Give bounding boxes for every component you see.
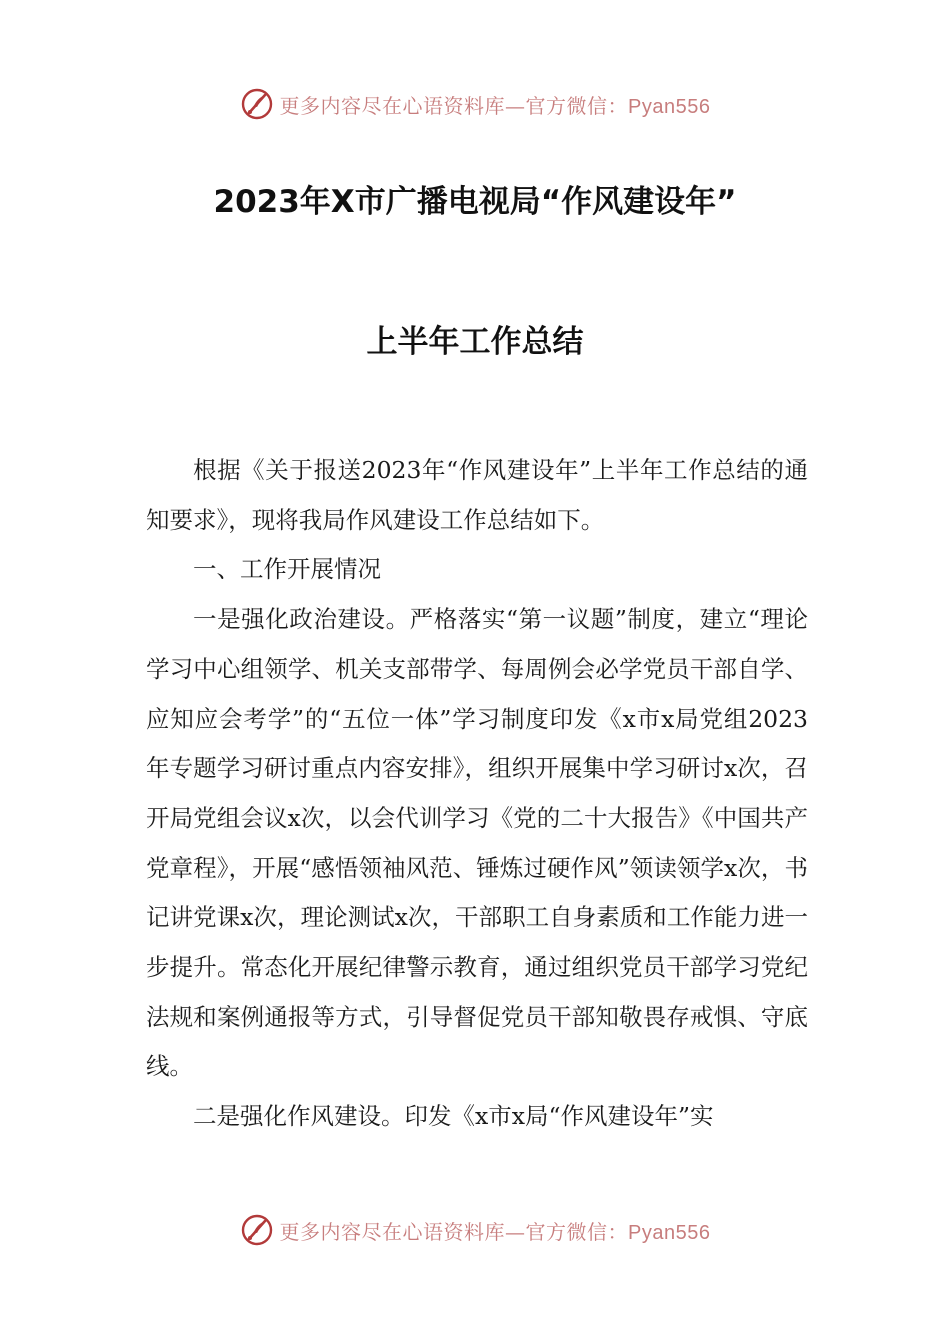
paragraph-intro: 根据《关于报送2023年“作风建设年”上半年工作总结的通知要求》，现将我局作风建设工作总结如下。 [146,456,808,534]
section-heading: 一、工作开展情况 [193,555,381,584]
quill-pen-logo-icon [240,87,274,121]
watermark-handle: Pyan556 [628,1221,711,1244]
document-title-line-1: 2023年X市广播电视局“作风建设年” [213,184,737,220]
quill-pen-logo-icon [240,1213,274,1247]
paragraph-style-building: 二是强化作风建设。印发《x市x局“作风建设年”实 [193,1102,714,1131]
document-title-line-2: 上半年工作总结 [366,324,584,360]
watermark-text: 更多内容尽在心语资料库—官方微信：Pyan556 [279,93,711,118]
footer-watermark [0,1210,950,1250]
header-watermark [0,84,950,124]
paragraph-political-building: 一是强化政治建设。严格落实“第一议题”制度，建立“理论学习中心组领学、机关支部带学、每周例会必学党员干部自学、应知应会考学”的“五位一体”学习制度印发《x市x局党组2023年专题学习研讨重点内容安排》，组织开展集中学习研讨x次，召开局党组会议x次，以会代训学习《党的二十大报告》《中国共产党章程》，开展“感悟领袖风范、锤炼过硬作风”领读领学x次，书记讲党课x次，理论测试x次，干部职工自身素质和工作能力进一步提升。常态化开展纪律警示教育，通过组织党员干部学习党纪法规和案例通报等方式，引导督促党员干部知敬畏存戒惧、守底线。 [146,605,808,1081]
watermark-handle: Pyan556 [628,95,711,118]
document-body [146,446,808,1142]
watermark-text: 更多内容尽在心语资料库—官方微信：Pyan556 [279,1219,711,1244]
